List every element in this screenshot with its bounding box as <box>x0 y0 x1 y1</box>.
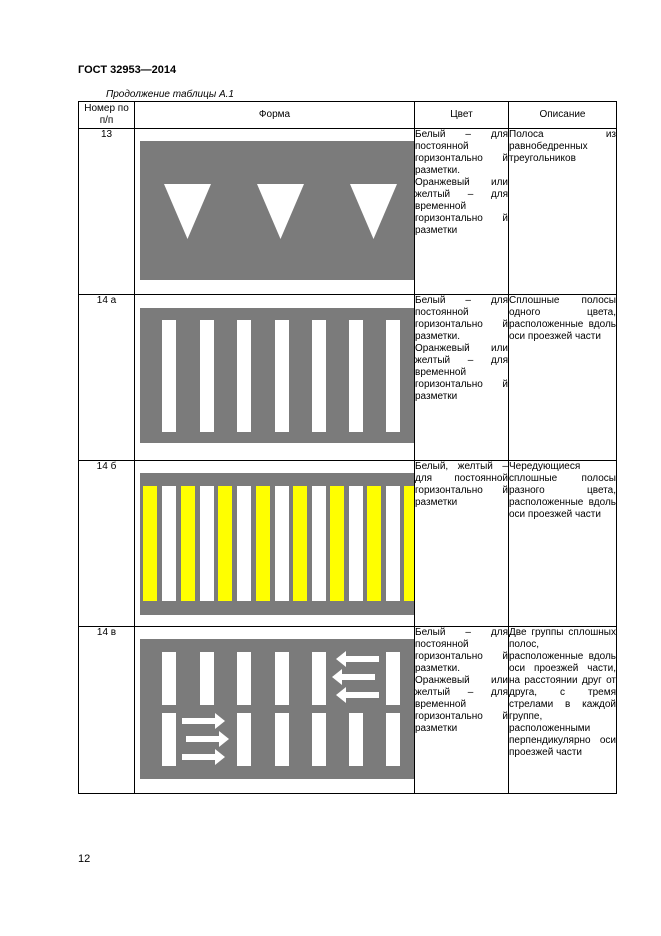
stripe-white <box>349 320 363 432</box>
row-description <box>509 295 617 461</box>
row-description <box>509 461 617 627</box>
stripe-white <box>349 486 363 601</box>
stripe-white <box>237 713 251 766</box>
stripe-white <box>275 652 289 705</box>
row-color <box>415 295 509 461</box>
stripe-white <box>275 713 289 766</box>
stripe-white <box>275 320 289 432</box>
color-text: Белый – для постоянной горизонтально й разметки. Оранжевый или желтый – для временной горизонтально й разметки <box>415 627 508 734</box>
description-text: Полоса из равнобедренных треугольников <box>509 129 616 164</box>
row-color <box>415 461 509 627</box>
stripe-yellow <box>330 486 344 601</box>
stripe-white <box>312 713 326 766</box>
row-color <box>415 129 509 295</box>
row-description <box>509 129 617 295</box>
stripe-white <box>386 486 400 601</box>
header-number: Номер по п/п <box>79 102 135 129</box>
alternating-stripes-illustration <box>135 461 415 626</box>
arrow-groups-illustration <box>135 627 415 792</box>
stripe-white <box>200 486 214 601</box>
row-color <box>415 627 509 794</box>
table-continuation-caption: Продолжение таблицы А.1 <box>106 89 234 100</box>
row-number: 14 а <box>79 295 135 461</box>
stripe-white <box>237 486 251 601</box>
table-row <box>79 461 617 627</box>
header-description: Описание <box>509 102 617 129</box>
stripe-white <box>349 713 363 766</box>
white-stripes-illustration <box>135 295 415 460</box>
stripe-white <box>312 652 326 705</box>
stripe-white <box>386 320 400 432</box>
triangles-illustration <box>135 129 415 294</box>
description-text: Сплошные полосы одного цвета, расположенные вдоль оси проезжей части <box>509 295 616 342</box>
table-row <box>79 295 617 461</box>
stripe-white <box>162 320 176 432</box>
stripe-white <box>200 652 214 705</box>
stripe-white <box>237 652 251 705</box>
header-form: Форма <box>135 102 415 129</box>
description-text: Две группы сплошных полос, расположенные вдоль оси проезжей части, на расстоянии друг от друга, с тремя стрелами в каждой группе, расположенными перпендикулярно оси проезжей части <box>509 627 616 758</box>
marking-form-triangles <box>135 129 415 295</box>
row-number: 13 <box>79 129 135 295</box>
stripe-yellow <box>367 486 381 601</box>
color-text: Белый – для постоянной горизонтально й разметки. Оранжевый или желтый – для временной горизонтально й разметки <box>415 295 508 402</box>
table-row <box>79 627 617 794</box>
color-text: Белый – для постоянной горизонтально й разметки. Оранжевый или желтый – для временной горизонтально й разметки <box>415 129 508 236</box>
stripe-yellow <box>143 486 157 601</box>
marking-form-alternating-stripes <box>135 461 415 627</box>
stripe-yellow <box>181 486 195 601</box>
marking-form-white-stripes <box>135 295 415 461</box>
stripe-white <box>162 486 176 601</box>
row-number: 14 б <box>79 461 135 627</box>
stripe-white <box>312 486 326 601</box>
stripe-white <box>162 652 176 705</box>
header-color: Цвет <box>415 102 509 129</box>
stripe-white <box>312 320 326 432</box>
stripe-white <box>200 320 214 432</box>
document-header: ГОСТ 32953—2014 <box>78 64 177 76</box>
row-number: 14 в <box>79 627 135 794</box>
stripe-white <box>386 713 400 766</box>
stripe-yellow <box>256 486 270 601</box>
color-text: Белый, желтый – для постоянной горизонтально й разметки <box>415 461 508 508</box>
row-description <box>509 627 617 794</box>
stripe-white <box>162 713 176 766</box>
stripe-white <box>386 652 400 705</box>
stripe-yellow <box>293 486 307 601</box>
stripe-white <box>275 486 289 601</box>
stripe-white <box>237 320 251 432</box>
marking-form-arrow-groups <box>135 627 415 794</box>
marking-table <box>78 101 617 794</box>
table-row <box>79 129 617 295</box>
stripe-yellow <box>404 486 414 601</box>
description-text: Чередующиеся сплошные полосы разного цвета, расположенные вдоль оси проезжей части <box>509 461 616 520</box>
stripe-yellow <box>218 486 232 601</box>
table-header-row <box>79 102 617 129</box>
page-number: 12 <box>78 853 91 865</box>
